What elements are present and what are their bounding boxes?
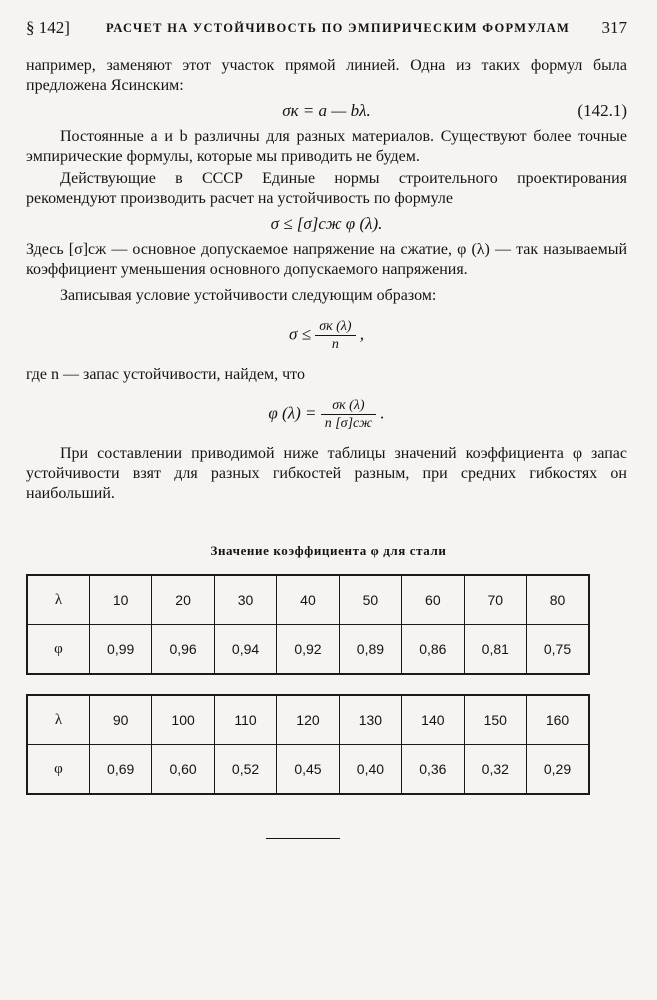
body-text <box>26 56 627 504</box>
running-title: РАСЧЕТ НА УСТОЙЧИВОСТЬ ПО ЭМПИРИЧЕСКИМ ФОРМУЛАМ <box>106 21 571 35</box>
table-cell: 60 <box>402 575 464 625</box>
table-cell: 40 <box>277 575 339 625</box>
coefficient-table-part-1 <box>26 574 590 675</box>
fraction-numerator: σк (λ) <box>315 318 355 336</box>
formula-phi-lhs: φ (λ) = <box>268 403 317 423</box>
formula-stability <box>26 318 627 353</box>
paragraph-3: Действующие в СССР Единые нормы строительного проектирования рекомендуют производить расчет на устойчивость по формуле <box>26 170 627 207</box>
fraction-denominator: n <box>331 337 339 352</box>
table-cell: 70 <box>464 575 526 625</box>
formula-phi <box>26 397 627 432</box>
table-row-lambda <box>27 695 589 745</box>
table-cell: 0,92 <box>277 625 339 675</box>
table-cell: 90 <box>89 695 151 745</box>
table-row-phi <box>27 625 589 675</box>
coefficient-table-part-2 <box>26 694 590 795</box>
table-cell: 0,86 <box>402 625 464 675</box>
table-cell: 80 <box>527 575 590 625</box>
paragraph-1: например, заменяют этот участок прямой линией. Одна из таких формул была предложена Ясинским: <box>26 57 627 94</box>
formula-punct: . <box>380 403 385 423</box>
paragraph-4: Здесь [σ]сж — основное допускаемое напряжение на сжатие, φ (λ) — так называемый коэффициент уменьшения основного допускаемого напряжения. <box>26 241 627 278</box>
section-number: § 142] <box>26 18 70 37</box>
table-cell: 0,96 <box>152 625 214 675</box>
row-label-phi: φ <box>27 745 89 795</box>
table-cell: 120 <box>277 695 339 745</box>
paragraph-6: где n — запас устойчивости, найдем, что <box>26 366 305 383</box>
table-cell: 0,75 <box>527 625 590 675</box>
page-number: 317 <box>601 18 627 37</box>
paragraph-2: Постоянные a и b различны для разных материалов. Существуют более точные эмпирические формулы, которые мы приводить не будем. <box>26 128 627 165</box>
table-cell: 10 <box>89 575 151 625</box>
table-cell: 50 <box>339 575 401 625</box>
table-cell: 0,36 <box>402 745 464 795</box>
paragraph-7: При составлении приводимой ниже таблицы значений коэффициента φ запас устойчивости взят для разных гибкостей разным, при средних гибкостях он наибольший. <box>26 445 627 502</box>
section-end-rule <box>266 838 340 839</box>
table-cell: 150 <box>464 695 526 745</box>
table-cell: 0,60 <box>152 745 214 795</box>
table-cell: 0,45 <box>277 745 339 795</box>
table-cell: 0,40 <box>339 745 401 795</box>
table-cell: 160 <box>527 695 590 745</box>
table-caption: Значение коэффициента φ для стали <box>210 543 447 558</box>
table-row-lambda <box>27 575 589 625</box>
table-cell: 20 <box>152 575 214 625</box>
row-label-lambda: λ <box>27 695 89 745</box>
table-cell: 100 <box>152 695 214 745</box>
page-header <box>26 18 627 42</box>
table-cell: 0,99 <box>89 625 151 675</box>
formula-design <box>26 214 627 234</box>
table-cell: 0,81 <box>464 625 526 675</box>
table-cell: 0,32 <box>464 745 526 795</box>
fraction <box>315 318 355 353</box>
paragraph-5: Записывая условие устойчивости следующим образом: <box>60 287 437 304</box>
table-cell: 0,94 <box>214 625 276 675</box>
table-cell: 0,29 <box>527 745 590 795</box>
table-cell: 140 <box>402 695 464 745</box>
equation-number: (142.1) <box>577 101 627 120</box>
table-cell: 130 <box>339 695 401 745</box>
fraction-denominator: n [σ]сж <box>324 416 373 431</box>
formula-jasinski: σк = a — bλ. <box>282 101 371 120</box>
formula-stability-lhs: σ ≤ <box>288 324 311 344</box>
fraction-numerator: σк (λ) <box>321 397 376 415</box>
fraction <box>321 397 376 432</box>
table-cell: 0,69 <box>89 745 151 795</box>
row-label-phi: φ <box>27 625 89 675</box>
formula-design-text: σ ≤ [σ]сж φ (λ). <box>270 214 383 233</box>
table-cell: 0,52 <box>214 745 276 795</box>
formula-punct: , <box>359 324 365 344</box>
formula-142-1 <box>26 101 627 121</box>
table-cell: 30 <box>214 575 276 625</box>
table-row-phi <box>27 745 589 795</box>
row-label-lambda: λ <box>27 575 89 625</box>
table-cell: 0,89 <box>339 625 401 675</box>
table-cell: 110 <box>214 695 276 745</box>
